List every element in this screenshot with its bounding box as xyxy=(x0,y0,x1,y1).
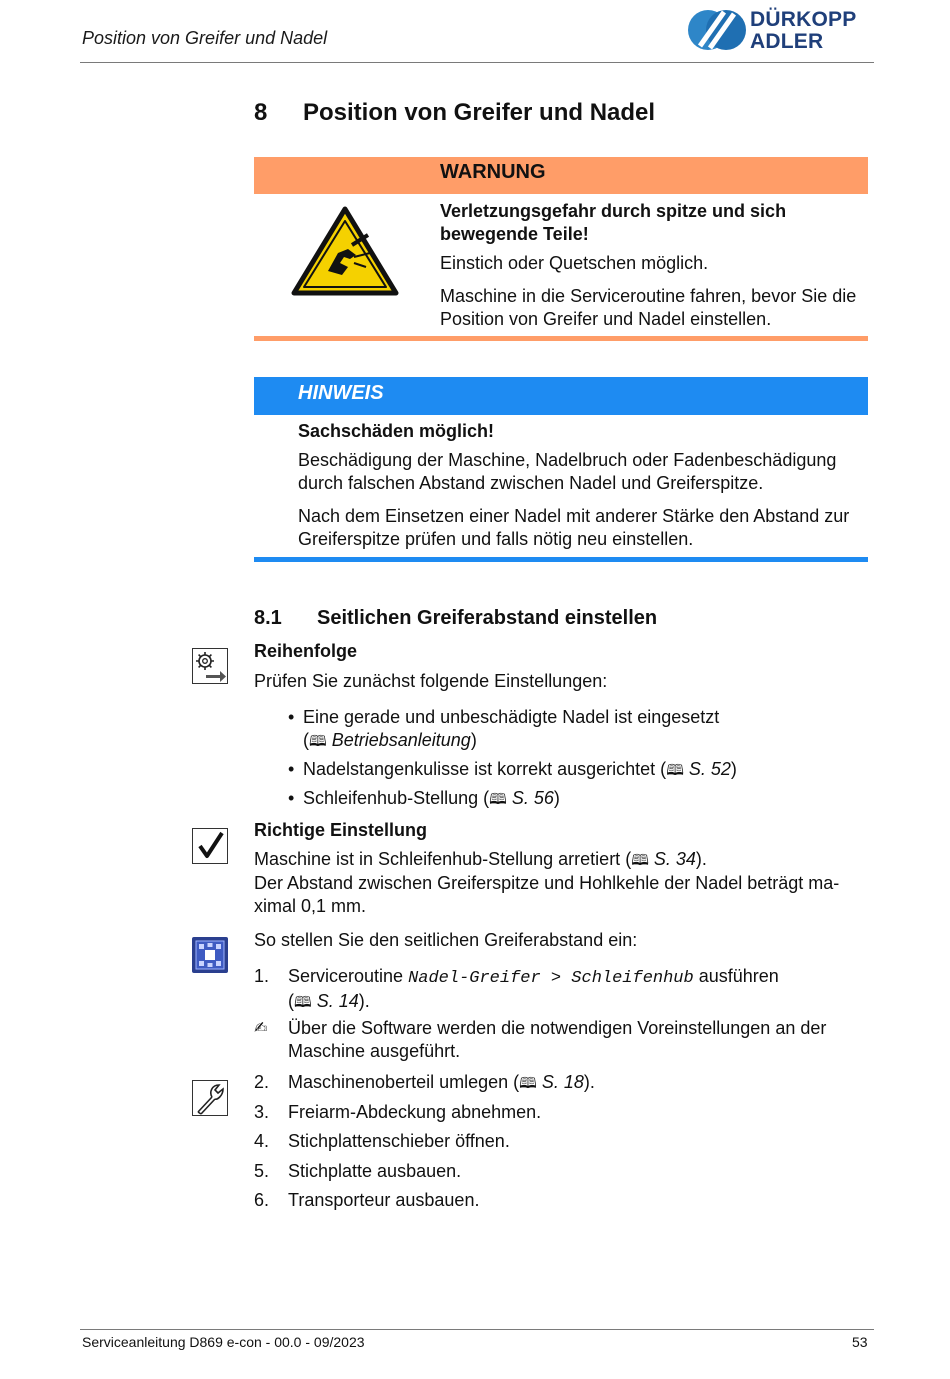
header-divider xyxy=(80,62,874,63)
bullet-2-text: Nadelstangenkulisse ist korrekt ausgerichtet ( xyxy=(303,759,667,779)
correct-body: Maschine ist in Schleifenhub-Stellung arretiert (🕮 S. 34). Der Abstand zwischen Greiferspitze und Hohlkehle der Nadel beträgt ma- ximal 0,1 mm. xyxy=(254,849,840,916)
step-5 xyxy=(254,1160,868,1184)
step-4 xyxy=(254,1130,868,1154)
bullet-1-close: ) xyxy=(470,730,477,750)
step-1: 1. Serviceroutine Nadel-Greifer > Schleifenhub ausführen (🕮 S. 14). xyxy=(254,966,779,1011)
step-2-ref[interactable]: S. 18 xyxy=(541,1072,584,1092)
correct-line-2: Der Abstand zwischen Greiferspitze und Hohlkehle der Nadel beträgt ma- xyxy=(254,873,840,893)
sequence-intro: Prüfen Sie zunächst folgende Einstellungen: xyxy=(254,671,608,691)
correct-ref[interactable]: S. 34 xyxy=(653,849,696,869)
result-text: Über die Software werden die notwendigen Voreinstellungen an der Maschine ausgeführt. xyxy=(288,1018,827,1061)
logo-mark-icon xyxy=(686,6,748,54)
step-2: 2. Maschinenoberteil umlegen (🕮 S. 18). xyxy=(254,1072,595,1092)
step-number: 5. xyxy=(254,1161,270,1181)
chapter-heading xyxy=(254,99,655,127)
list-item: • Eine gerade und unbeschädigte Nadel ist eingesetzt (🕮 Betriebsanleitung) xyxy=(288,707,720,750)
note-label: HINWEIS xyxy=(298,382,384,404)
note-line-1: Beschädigung der Maschine, Nadelbruch oder Fadenbeschädigung durch falschen Abstand zwischen Nadel und Greiferspitze. xyxy=(298,450,837,493)
book-icon: 🕮 xyxy=(631,852,649,869)
list-item: • Nadelstangenkulisse ist korrekt ausgerichtet (🕮 S. 52) xyxy=(288,759,737,779)
bullet-2-ref[interactable]: S. 52 xyxy=(688,759,731,779)
bullet-3-ref[interactable]: S. 56 xyxy=(511,788,554,808)
page-number: 53 xyxy=(852,1334,868,1350)
warning-hand-pinch-icon xyxy=(290,205,400,297)
note-bottom-rule xyxy=(254,557,868,562)
wrench-icon xyxy=(192,1080,228,1116)
book-icon: 🕮 xyxy=(489,791,507,808)
warning-line-2: Maschine in die Serviceroutine fahren, bevor Sie die Position von Greifer und Nadel einstellen. xyxy=(440,286,857,329)
step-3 xyxy=(254,1101,868,1125)
warning-heading: Verletzungsgefahr durch spitze und sich bewegende Teile! xyxy=(440,201,787,244)
howto-intro: So stellen Sie den seitlichen Greiferabstand ein: xyxy=(254,930,638,950)
step-number: 1. xyxy=(254,966,270,986)
result-hand-icon: ✍ xyxy=(254,1020,268,1037)
step-text: Stichplattenschieber öffnen. xyxy=(288,1131,510,1151)
checkmark-icon xyxy=(192,828,228,864)
sequence-heading: Reihenfolge xyxy=(254,641,358,661)
step-number: 3. xyxy=(254,1102,270,1122)
service-routine-path: Nadel-Greifer > Schleifenhub xyxy=(408,969,694,988)
footer-doc-info: Serviceanleitung D869 e-con - 00.0 - 09/2023 xyxy=(82,1334,365,1350)
section-title: Seitlichen Greiferabstand einstellen xyxy=(317,607,658,629)
warning-bar xyxy=(254,157,868,194)
logo-line-1: DÜRKOPP xyxy=(750,8,857,31)
chapter-title: Position von Greifer und Nadel xyxy=(303,99,656,126)
bullet-1-open: ( xyxy=(303,730,309,750)
book-icon: 🕮 xyxy=(666,762,684,779)
warning-body xyxy=(440,200,868,341)
book-icon: 🕮 xyxy=(294,994,312,1011)
note-body xyxy=(298,420,866,561)
step-number: 6. xyxy=(254,1190,270,1210)
bullet-2-close: ) xyxy=(730,759,737,779)
step-text: Stichplatte ausbauen. xyxy=(288,1161,462,1181)
book-icon: 🕮 xyxy=(519,1075,537,1092)
step-number: 4. xyxy=(254,1131,270,1151)
section-heading xyxy=(254,607,657,630)
footer-divider xyxy=(80,1329,874,1330)
correct-heading: Richtige Einstellung xyxy=(254,820,428,840)
list-item: • Schleifenhub-Stellung (🕮 S. 56) xyxy=(288,788,560,808)
step-1-ref[interactable]: S. 14 xyxy=(316,991,359,1011)
control-panel-icon xyxy=(192,937,228,973)
note-line-2: Nach dem Einsetzen einer Nadel mit anderer Stärke den Abstand zur Greiferspitze prüfen und falls nötig neu einstellen. xyxy=(298,506,850,549)
bullet-1-ref[interactable]: Betriebsanleitung xyxy=(331,730,471,750)
step-text: Freiarm-Abdeckung abnehmen. xyxy=(288,1102,542,1122)
section-number: 8.1 xyxy=(254,607,282,629)
header-title: Position von Greifer und Nadel xyxy=(82,28,328,48)
step-text: Transporteur ausbauen. xyxy=(288,1190,480,1210)
note-heading: Sachschäden möglich! xyxy=(298,421,495,441)
step-6 xyxy=(254,1189,868,1213)
warning-line-1: Einstich oder Quetschen möglich. xyxy=(440,253,709,273)
bullet-3-close: ) xyxy=(553,788,560,808)
logo-line-2: ADLER xyxy=(750,30,824,53)
step-result xyxy=(254,1017,868,1065)
warning-label: WARNUNG xyxy=(440,161,546,183)
bullet-1-text: Eine gerade und unbeschädigte Nadel ist eingesetzt xyxy=(303,707,720,727)
book-icon: 🕮 xyxy=(309,733,327,750)
gear-arrow-icon xyxy=(192,648,228,684)
company-logo xyxy=(686,6,872,54)
step-number: 2. xyxy=(254,1072,270,1092)
correct-line-3: ximal 0,1 mm. xyxy=(254,896,367,916)
chapter-number: 8 xyxy=(254,99,268,126)
correct-line-1: Maschine ist in Schleifenhub-Stellung arretiert ( xyxy=(254,849,632,869)
bullet-3-text: Schleifenhub-Stellung ( xyxy=(303,788,490,808)
warning-bottom-rule xyxy=(254,336,868,341)
